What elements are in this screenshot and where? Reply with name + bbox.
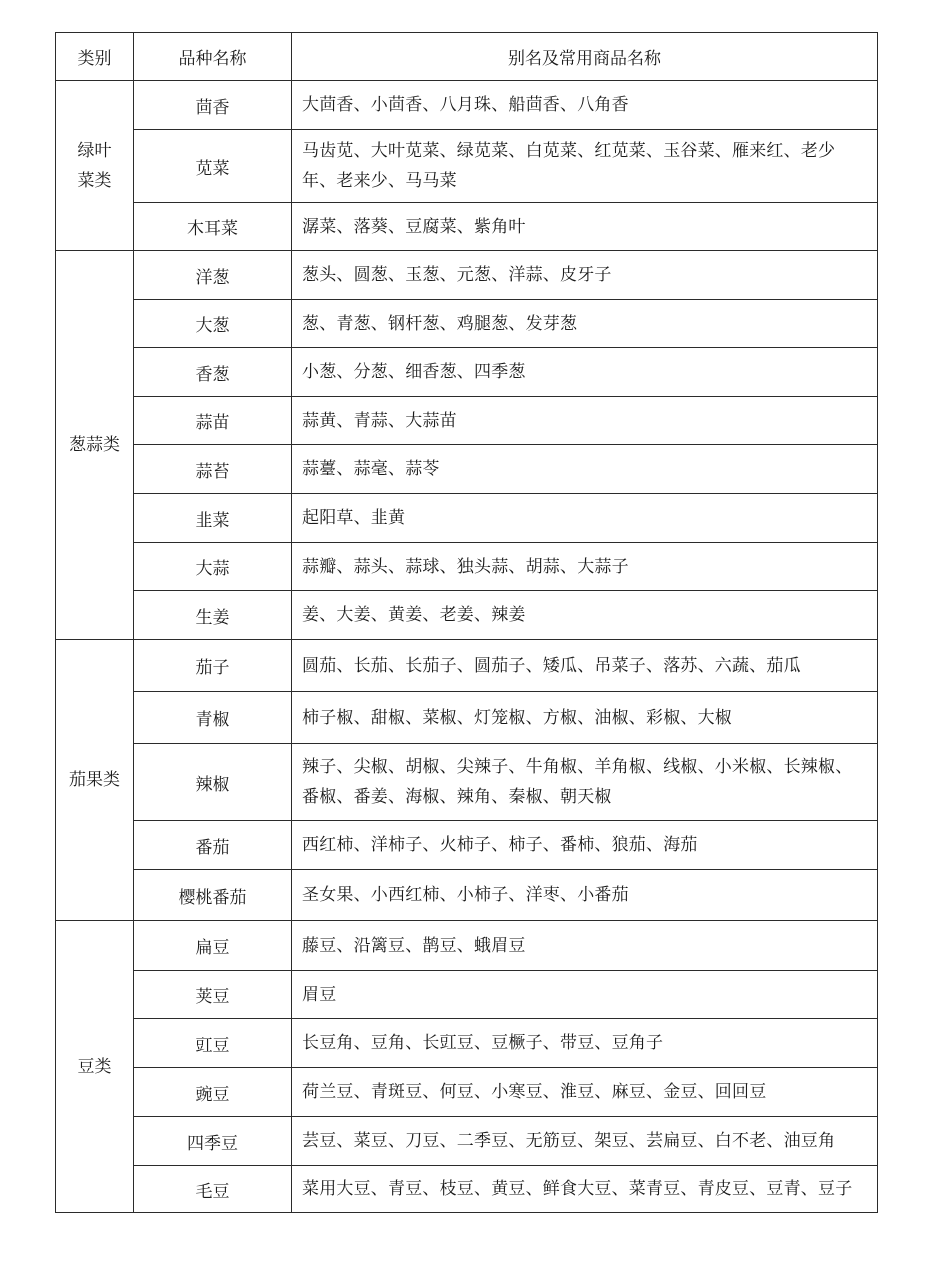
- category-label: 绿叶菜类: [77, 140, 112, 191]
- category-cell-solanaceous: 茄果类: [56, 640, 134, 921]
- table-row: [56, 81, 878, 130]
- alias-cell: 葱、青葱、钢杆葱、鸡腿葱、发芽葱: [292, 300, 878, 348]
- alias-cell: 柿子椒、甜椒、菜椒、灯笼椒、方椒、油椒、彩椒、大椒: [292, 692, 878, 744]
- table-row: [56, 591, 878, 640]
- variety-cell: 荚豆: [134, 971, 292, 1019]
- table-row: [56, 203, 878, 251]
- vegetable-alias-table: [55, 32, 878, 1213]
- header-category: 类别: [56, 33, 134, 81]
- variety-cell: 蒜苗: [134, 397, 292, 445]
- category-cell-legumes: 豆类: [56, 921, 134, 1213]
- alias-cell: 大茴香、小茴香、八月珠、船茴香、八角香: [292, 81, 878, 130]
- variety-cell: 茴香: [134, 81, 292, 130]
- table-row: [56, 1166, 878, 1213]
- alias-cell: 马齿苋、大叶苋菜、绿苋菜、白苋菜、红苋菜、玉谷菜、雁来红、老少年、老来少、马马菜: [292, 130, 878, 203]
- table-row: [56, 543, 878, 591]
- variety-cell: 樱桃番茄: [134, 870, 292, 921]
- header-row: [56, 33, 878, 81]
- table-row: [56, 445, 878, 494]
- alias-cell: 姜、大姜、黄姜、老姜、辣姜: [292, 591, 878, 640]
- alias-cell: 辣子、尖椒、胡椒、尖辣子、牛角椒、羊角椒、线椒、小米椒、长辣椒、番椒、番姜、海椒、辣角、秦椒、朝天椒: [292, 744, 878, 821]
- variety-cell: 木耳菜: [134, 203, 292, 251]
- table-row: [56, 494, 878, 543]
- alias-cell: 藤豆、沿篱豆、鹊豆、蛾眉豆: [292, 921, 878, 971]
- header-variety: 品种名称: [134, 33, 292, 81]
- alias-cell: 芸豆、菜豆、刀豆、二季豆、无筋豆、架豆、芸扁豆、白不老、油豆角: [292, 1117, 878, 1166]
- variety-cell: 苋菜: [134, 130, 292, 203]
- table-row: [56, 1019, 878, 1068]
- table-row: [56, 971, 878, 1019]
- alias-cell: 小葱、分葱、细香葱、四季葱: [292, 348, 878, 397]
- table-row: [56, 640, 878, 692]
- alias-cell: 起阳草、韭黄: [292, 494, 878, 543]
- variety-cell: 番茄: [134, 821, 292, 870]
- table-row: [56, 300, 878, 348]
- table-row: [56, 397, 878, 445]
- alias-cell: 西红柿、洋柿子、火柿子、柿子、番柿、狼茄、海茄: [292, 821, 878, 870]
- variety-cell: 香葱: [134, 348, 292, 397]
- alias-cell: 蒜薹、蒜毫、蒜苓: [292, 445, 878, 494]
- table-row: [56, 251, 878, 300]
- table-row: [56, 870, 878, 921]
- variety-cell: 毛豆: [134, 1166, 292, 1213]
- variety-cell: 洋葱: [134, 251, 292, 300]
- alias-cell: 荷兰豆、青斑豆、何豆、小寒豆、淮豆、麻豆、金豆、回回豆: [292, 1068, 878, 1117]
- variety-cell: 四季豆: [134, 1117, 292, 1166]
- variety-cell: 大蒜: [134, 543, 292, 591]
- alias-cell: 蒜黄、青蒜、大蒜苗: [292, 397, 878, 445]
- variety-cell: 青椒: [134, 692, 292, 744]
- category-cell-leafy: [56, 81, 134, 251]
- table-row: [56, 921, 878, 971]
- header-aliases: 别名及常用商品名称: [292, 33, 878, 81]
- alias-cell: 眉豆: [292, 971, 878, 1019]
- table-row: [56, 1117, 878, 1166]
- variety-cell: 生姜: [134, 591, 292, 640]
- variety-cell: 辣椒: [134, 744, 292, 821]
- table-row: [56, 130, 878, 203]
- table-row: [56, 348, 878, 397]
- table-row: [56, 692, 878, 744]
- category-cell-allium: 葱蒜类: [56, 251, 134, 640]
- variety-cell: 韭菜: [134, 494, 292, 543]
- alias-cell: 蒜瓣、蒜头、蒜球、独头蒜、胡蒜、大蒜子: [292, 543, 878, 591]
- alias-cell: 菜用大豆、青豆、枝豆、黄豆、鲜食大豆、菜青豆、青皮豆、豆青、豆子: [292, 1166, 878, 1213]
- variety-cell: 大葱: [134, 300, 292, 348]
- variety-cell: 豇豆: [134, 1019, 292, 1068]
- variety-cell: 豌豆: [134, 1068, 292, 1117]
- alias-cell: 圣女果、小西红柿、小柿子、洋枣、小番茄: [292, 870, 878, 921]
- variety-cell: 茄子: [134, 640, 292, 692]
- table-row: [56, 744, 878, 821]
- table-row: [56, 821, 878, 870]
- alias-cell: 长豆角、豆角、长豇豆、豆橛子、带豆、豆角子: [292, 1019, 878, 1068]
- table-row: [56, 1068, 878, 1117]
- variety-cell: 扁豆: [134, 921, 292, 971]
- alias-cell: 圆茄、长茄、长茄子、圆茄子、矮瓜、吊菜子、落苏、六蔬、茄瓜: [292, 640, 878, 692]
- variety-cell: 蒜苔: [134, 445, 292, 494]
- alias-cell: 潺菜、落葵、豆腐菜、紫角叶: [292, 203, 878, 251]
- alias-cell: 葱头、圆葱、玉葱、元葱、洋蒜、皮牙子: [292, 251, 878, 300]
